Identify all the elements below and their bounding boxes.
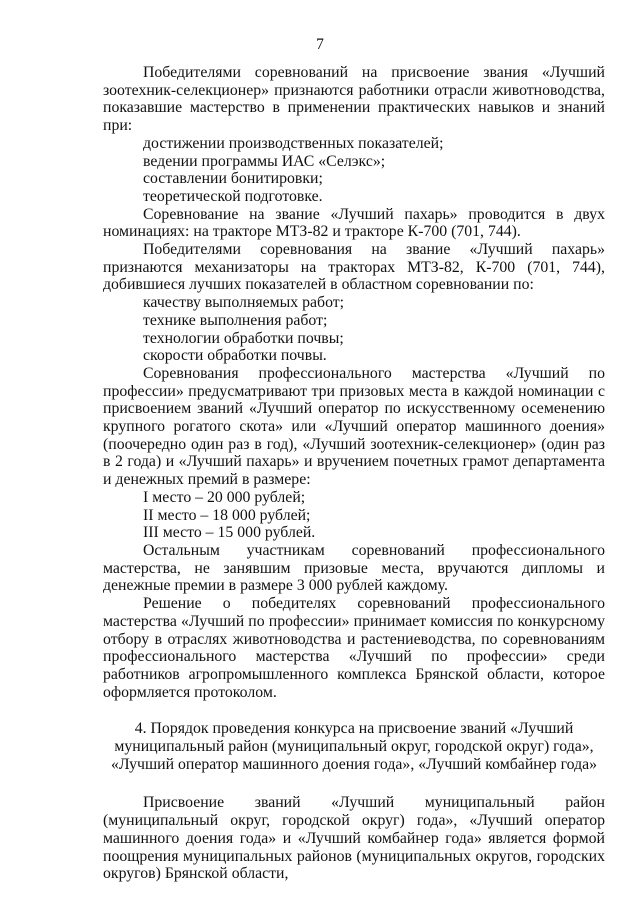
paragraph-other-participants: Остальным участникам соревнований профессионального мастерства, не занявшим призовые места, вручаются дипломы и денежные премии в размере 3 000 рублей каждому. [103, 541, 605, 595]
section-heading [103, 720, 605, 773]
list-item: технике выполнения работ; [143, 311, 328, 329]
paragraph-best-in-profession: Соревнования профессионального мастерства «Лучший по профессии» предусматривают три призовых места в каждой номинации с присвоением званий «Лучший оператор по искусственному осеменению крупного рогатого скота» или «Лучший оператор машинного доения» (поочередно один раз в год), «Лучший зоотехник-селекционер» (один раз в 2 года) и «Лучший пахарь» и вручением почетных грамот департамента и денежных премий в размере: [103, 364, 605, 489]
list-item: скорости обработки почвы. [143, 347, 327, 365]
list-zootechnician-criteria [103, 135, 605, 206]
paragraph-commission-decision: Решение о победителях соревнований профессионального мастерства «Лучший по профессии» принимает комиссия по конкурсному отбору в отраслях животноводства и растениеводства, по соревнованиям профессионального мастерства «Лучший по профессии» среди работников агропромышленного комплекса Брянской области, которое оформляется протоколом. [103, 595, 605, 701]
list-item: III место – 15 000 рублей. [143, 524, 316, 542]
paragraph-awards-definition: Присвоение званий «Лучший муниципальный район (муниципальный округ, городской округ) года», «Лучший оператор машинного доения года» и «Лучший комбайнер года» является формой поощрения муниципальных районов (муниципальных округов, городских округов) Брянской области, [103, 794, 605, 883]
section-heading-line: 4. Порядок проведения конкурса на присвоение званий «Лучший [134, 720, 574, 738]
list-item: ведении программы ИАС «Селэкс»; [143, 152, 386, 170]
paragraph-zootechnician-winners: Победителями соревнований на присвоение звания «Лучший зоотехник-селекционер» признаются работники отрасли животноводства, показавшие мастерство в применении практических навыков и знаний при: [103, 64, 605, 135]
list-item: составлении бонитировки; [143, 170, 323, 188]
page-number: 7 [316, 36, 324, 53]
list-item: I место – 20 000 рублей; [143, 488, 306, 506]
list-item: теоретической подготовке. [143, 187, 323, 205]
list-item: II место – 18 000 рублей; [143, 506, 311, 524]
list-item: технологии обработки почвы; [143, 329, 344, 347]
list-prize-amounts [103, 489, 605, 542]
document-body [103, 64, 605, 883]
list-item: качеству выполняемых работ; [143, 294, 345, 312]
list-plowman-criteria [103, 294, 605, 365]
section-heading-line: «Лучший оператор машинного доения года», «Лучший комбайнер года» [110, 755, 598, 773]
section-heading-line: муниципальный район (муниципальный округ, городской округ) года», [114, 738, 594, 756]
list-item: достижении производственных показателей; [143, 134, 444, 152]
paragraph-plowman-nominations: Соревнование на звание «Лучший пахарь» проводится в двух номинациях: на тракторе МТЗ-82 и тракторе К-700 (701, 744). [103, 205, 605, 241]
paragraph-plowman-winners: Победителями соревнования на звание «Лучший пахарь» признаются механизаторы на тракторах МТЗ-82, К-700 (701, 744), добившиеся лучших показателей в областном соревновании по: [103, 241, 605, 294]
